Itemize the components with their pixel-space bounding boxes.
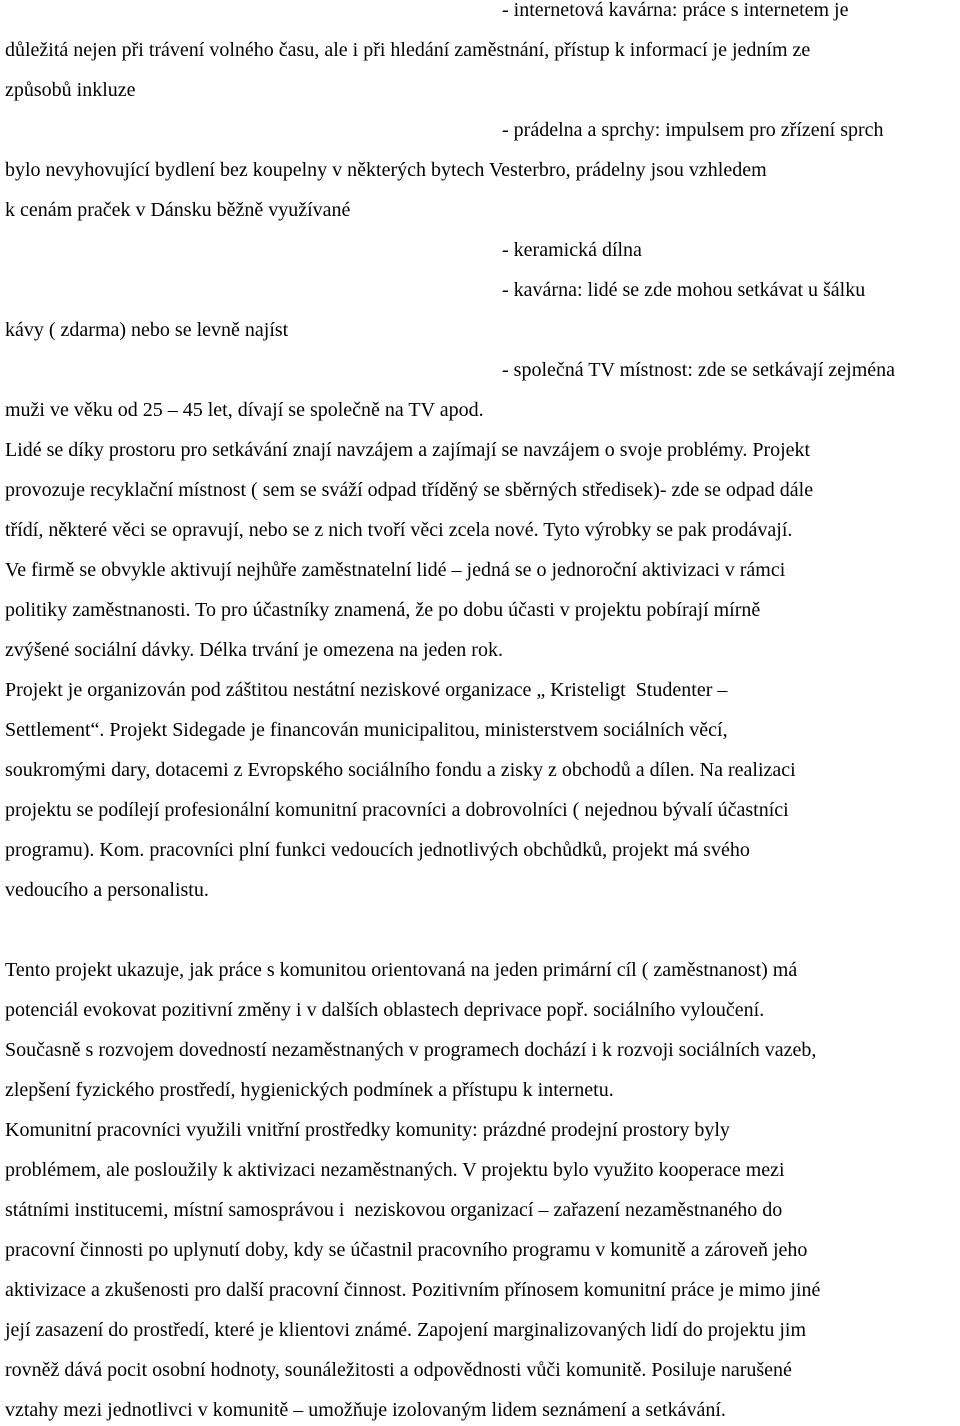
text-line: Současně s rozvojem dovedností nezaměstnaných v programech dochází i k rozvoji sociálních vazeb,: [5, 1039, 817, 1061]
text-line: pracovní činnosti po uplynutí doby, kdy se účastnil pracovního programu v komunitě a zároveň jeho: [5, 1239, 808, 1261]
text-line: zlepšení fyzického prostředí, hygienických podmínek a přístupu k internetu.: [5, 1079, 614, 1101]
text-line: potenciál evokovat pozitivní změny i v dalších oblastech deprivace popř. sociálního vyloučení.: [5, 999, 765, 1021]
text-line: soukromými dary, dotacemi z Evropského sociálního fondu a zisky z obchodů a dílen. Na realizaci: [5, 759, 796, 781]
text-line: aktivizace a zkušenosti pro další pracovní činnost. Pozitivním přínosem komunitní práce je mimo jiné: [5, 1279, 821, 1301]
text-line: Settlement“. Projekt Sidegade je financován municipalitou, ministerstvem sociálních věcí,: [5, 719, 728, 741]
text-line: zvýšené sociální dávky. Délka trvání je omezena na jeden rok.: [5, 639, 503, 661]
text-line: problémem, ale posloužily k aktivizaci nezaměstnaných. V projektu bylo využito kooperace mezi: [5, 1159, 785, 1181]
text-line: Komunitní pracovníci využili vnitřní prostředky komunity: prázdné prodejní prostory byly: [5, 1119, 730, 1141]
text-line: k cenám praček v Dánsku běžně využívané: [5, 199, 351, 221]
text-line: rovněž dává pocit osobní hodnoty, sounáležitosti a odpovědnosti vůči komunitě. Posiluje narušené: [5, 1359, 792, 1381]
text-line: bylo nevyhovující bydlení bez koupelny v některých bytech Vesterbro, prádelny jsou vzhledem: [5, 159, 767, 181]
text-line: - společná TV místnost: zde se setkávají zejména: [502, 359, 896, 381]
text-line: státními institucemi, místní samosprávou i neziskovou organizací – zařazení nezaměstnaného do: [5, 1199, 783, 1221]
text-line: projektu se podílejí profesionální komunitní pracovníci a dobrovolníci ( nejednou bývalí účastníci: [5, 799, 789, 821]
text-line: třídí, některé věci se opravují, nebo se z nich tvoří věci zcela nové. Tyto výrobky se pak prodávají.: [5, 519, 793, 541]
text-line: - internetová kavárna: práce s internetem je: [502, 0, 849, 21]
text-line: důležitá nejen při trávení volného času, ale i při hledání zaměstnání, přístup k informací je jedním ze: [5, 39, 811, 61]
text-line: vedoucího a personalistu.: [5, 879, 209, 901]
text-line: způsobů inkluze: [5, 79, 136, 101]
text-line: kávy ( zdarma) nebo se levně najíst: [5, 319, 289, 341]
text-line: Tento projekt ukazuje, jak práce s komunitou orientovaná na jeden primární cíl ( zaměstnanost) má: [5, 959, 798, 981]
text-line: její zasazení do prostředí, které je klientovi známé. Zapojení marginalizovaných lidí do projektu jim: [5, 1319, 807, 1341]
text-line: Ve firmě se obvykle aktivují nejhůře zaměstnatelní lidé – jedná se o jednoroční aktivizaci v rámci: [5, 559, 786, 581]
text-line: Lidé se díky prostoru pro setkávání znají navzájem a zajímají se navzájem o svoje problémy. Projekt: [5, 439, 811, 461]
text-line: - kavárna: lidé se zde mohou setkávat u šálku: [502, 279, 866, 301]
text-line: - prádelna a sprchy: impulsem pro zřízení sprch: [502, 119, 884, 141]
text-line: vztahy mezi jednotlivci v komunitě – umožňuje izolovaným lidem seznámení a setkávání.: [5, 1399, 726, 1421]
text-line: provozuje recyklační místnost ( sem se sváží odpad tříděný se sběrných středisek)- zde se odpad dále: [5, 479, 814, 501]
text-line: - keramická dílna: [502, 239, 642, 261]
text-line: muži ve věku od 25 – 45 let, dívají se společně na TV apod.: [5, 399, 484, 421]
text-line: Projekt je organizován pod záštitou nestátní neziskové organizace „ Kristeligt Studenter –: [5, 679, 728, 701]
text-line: politiky zaměstnanosti. To pro účastníky znamená, že po dobu účasti v projektu pobírají mírně: [5, 599, 761, 621]
text-line: programu). Kom. pracovníci plní funkci vedoucích jednotlivých obchůdků, projekt má svého: [5, 839, 750, 861]
